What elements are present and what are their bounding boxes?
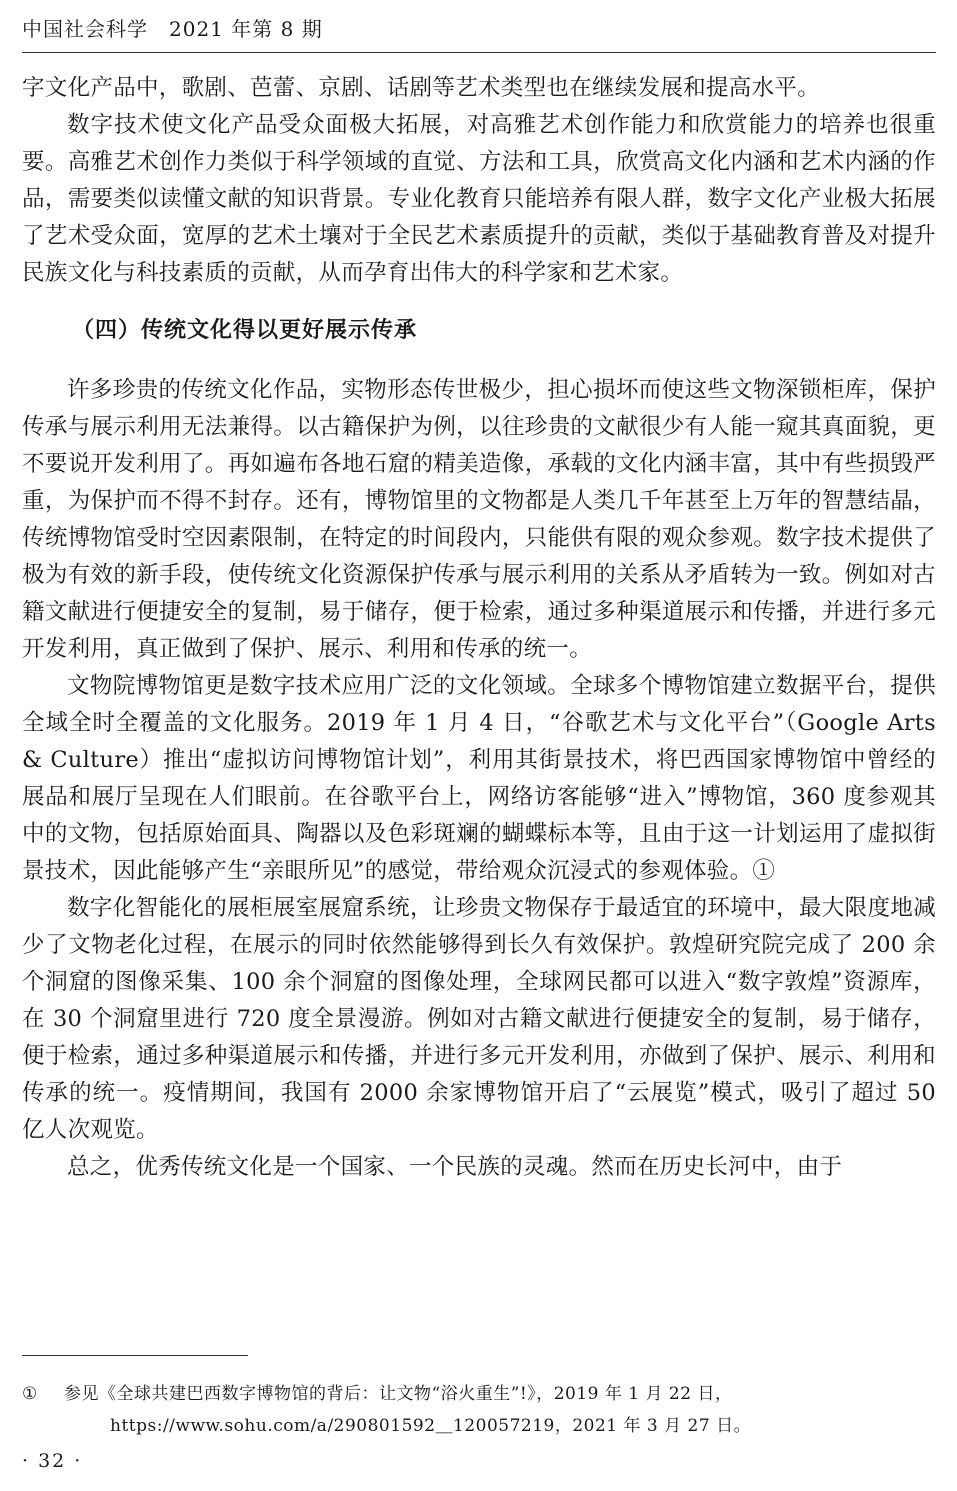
section-heading: （四）传统文化得以更好展示传承 [72, 318, 418, 343]
paragraph-traditional-culture: 许多珍贵的传统文化作品，实物形态传世极少，担心损坏而使这些文物深锁柜库，保护传承与展示利用无法兼得。以古籍保护为例，以往珍贵的文献很少有人能一窥其真面貌，更不要说开发利用了。再如遍布各地石窟的精美造像，承载的文化内涵丰富，其中有些损毁严重，为保护而不得不封存。还有，博物馆里的文物都是人类几千年甚至上万年的智慧结晶，传统博物馆受时空因素限制，在特定的时间段内，只能供有限的观众参观。数字技术提供了极为有效的新手段，使传统文化资源保护传承与展示利用的关系从矛盾转为一致。例如对古籍文献进行便捷安全的复制，易于储存，便于检索，通过多种渠道展示和传播，并进行多元开发利用，真正做到了保护、展示、利用和传承的统一。 [22, 377, 936, 662]
page-number: · 32 · [22, 1450, 83, 1472]
header-rule [22, 52, 936, 53]
paragraph-continuation: 字文化产品中，歌剧、芭蕾、京剧、话剧等艺术类型也在继续发展和提高水平。 [22, 75, 821, 101]
footnote [22, 1378, 936, 1442]
paragraph-conclusion: 总之，优秀传统文化是一个国家、一个民族的灵魂。然而在历史长河中，由于 [67, 1154, 843, 1180]
running-header: 中国社会科学 2021 年第 8 期 [22, 17, 323, 41]
article-body [22, 70, 936, 1186]
paragraph-audience: 数字技术使文化产品受众面极大拓展，对高雅艺术创作能力和欣赏能力的培养也很重要。高雅艺术创作力类似于科学领域的直觉、方法和工具，欣赏高文化内涵和艺术内涵的作品，需要类似读懂文献的知识背景。专业化教育只能培养有限人群，数字文化产业极大拓展了艺术受众面，宽厚的艺术土壤对于全民艺术素质提升的贡献，类似于基础教育普及对提升民族文化与科技素质的贡献，从而孕育出伟大的科学家和艺术家。 [22, 112, 936, 286]
footnote-url-line[interactable]: https://www.sohu.com/a/290801592＿120057219，2021 年 3 月 27 日。 [110, 1416, 752, 1436]
footnote-rule [22, 1355, 248, 1356]
paragraph-digital-dunhuang: 数字化智能化的展柜展室展窟系统，让珍贵文物保存于最适宜的环境中，最大限度地减少了文物老化过程，在展示的同时依然能够得到长久有效保护。敦煌研究院完成了 200 余个洞窟的图像采集、100 余个洞窟的图像处理，全球网民都可以进入“数字敦煌”资源库，在 30 个洞窟里进行 720 度全景漫游。例如对古籍文献进行便捷安全的复制，易于储存，便于检索，通过多种渠道展示和传播，并进行多元开发利用，亦做到了保护、展示、利用和传承的统一。疫情期间，我国有 2000 余家博物馆开启了“云展览”模式，吸引了超过 50 亿人次观览。 [22, 895, 936, 1143]
paragraph-museums: 文物院博物馆更是数字技术应用广泛的文化领域。全球多个博物馆建立数据平台，提供全域全时全覆盖的文化服务。2019 年 1 月 4 日，“谷歌艺术与文化平台”（Google Arts & Culture）推出“虚拟访问博物馆计划”，利用其街景技术，将巴西国家博物馆中曾经的展品和展厅呈现在人们眼前。在谷歌平台上，网络访客能够“进入”博物馆，360 度参观其中的文物，包括原始面具、陶器以及色彩斑斓的蝴蝶标本等，且由于这一计划运用了虚拟街景技术，因此能够产生“亲眼所见”的感觉，带给观众沉浸式的参观体验。① [22, 673, 936, 884]
footnote-text-1: 参见《全球共建巴西数字博物馆的背后：让文物“浴火重生”!》，2019 年 1 月 22 日， [64, 1384, 733, 1404]
footnote-marker: ① [22, 1384, 38, 1404]
footnote-line-1 [22, 1378, 936, 1410]
